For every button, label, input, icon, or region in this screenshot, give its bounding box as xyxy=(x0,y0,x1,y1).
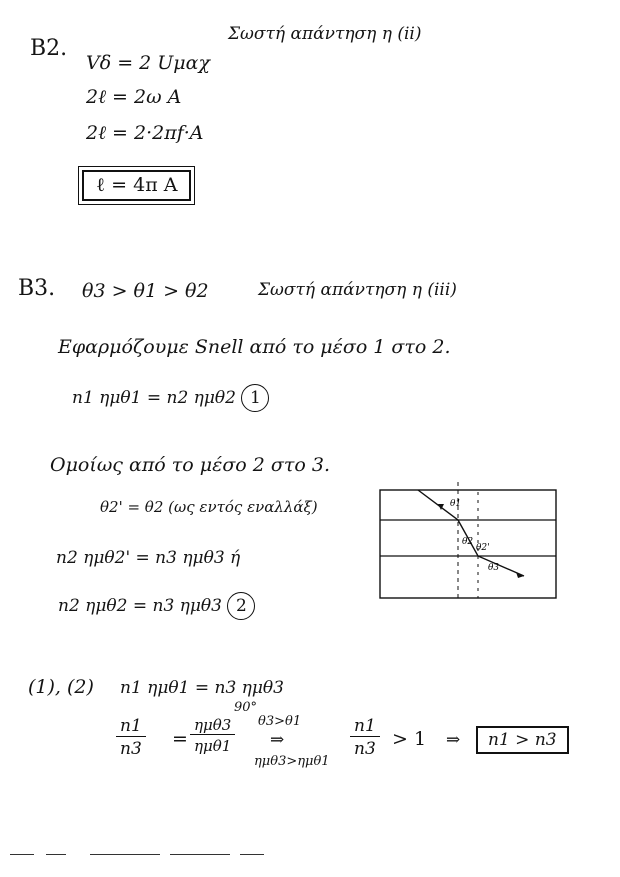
frac3-num: n1 xyxy=(354,716,376,736)
fraction-n1-n3-b xyxy=(350,716,380,759)
b3-equation-1 xyxy=(72,384,269,412)
implies-arrow-2: ⇒ xyxy=(446,730,461,750)
b3-angle-inequality: θ3 > θ1 > θ2 xyxy=(82,280,209,302)
footer-dash-1 xyxy=(10,854,34,855)
eq1-tag-circle: 1 xyxy=(241,384,269,412)
label-theta2p: θ2' xyxy=(476,543,490,553)
fraction-n1-n3 xyxy=(116,716,146,759)
footer-dash-2 xyxy=(46,854,66,855)
b3-equation-2b xyxy=(58,592,255,620)
b3-answer-note: Σωστή απάντηση η (iii) xyxy=(258,280,457,300)
b3-eq2b-text: n2 ημθ2 = n3 ημθ3 xyxy=(58,596,222,616)
frac2-den: ημθ1 xyxy=(190,734,235,755)
label-theta1: θ1 xyxy=(450,499,462,509)
refraction-diagram xyxy=(378,482,560,600)
greater-than-one: > 1 xyxy=(392,728,427,750)
label-theta2: θ2 xyxy=(462,537,474,547)
eq2-tag-circle: 2 xyxy=(227,592,255,620)
footer-dash-3 xyxy=(90,854,160,855)
b3-similarly: Ομοίως από το μέσο 2 στο 3. xyxy=(50,454,330,476)
sin-inequality: ημθ3>ημθ1 xyxy=(254,754,330,769)
b3-eq1-text: n1 ημθ1 = n2 ημθ2 xyxy=(72,388,236,408)
b3-theta-equal: θ2' = θ2 (ως εντός εναλλάξ) xyxy=(100,498,318,516)
implies-arrow: ⇒ xyxy=(270,730,285,750)
footer-dash-4 xyxy=(170,854,230,855)
b2-line-3: 2ℓ = 2·2πf·A xyxy=(86,122,204,144)
b2-label: B2. xyxy=(30,36,68,61)
b3-label: B3. xyxy=(18,276,56,301)
b2-line-2: 2ℓ = 2ω A xyxy=(86,86,182,108)
combine-equation: n1 ημθ1 = n3 ημθ3 xyxy=(120,678,284,698)
b2-result-box: ℓ = 4π A xyxy=(82,170,191,201)
label-theta3: θ3 xyxy=(488,563,500,573)
footer-dash-5 xyxy=(240,854,264,855)
b2-answer-note: Σωστή απάντηση η (ii) xyxy=(228,24,422,44)
frac1-den: n3 xyxy=(116,736,146,759)
theta-condition: θ3>θ1 xyxy=(258,714,302,729)
light-ray xyxy=(418,490,524,576)
conclusion-box: n1 > n3 xyxy=(476,726,569,754)
frac3-den: n3 xyxy=(350,736,380,759)
b3-snell-apply: Εφαρμόζουμε Snell από το μέσο 1 στο 2. xyxy=(58,336,451,358)
b3-equation-2a: n2 ημθ2' = n3 ημθ3 ή xyxy=(56,548,241,568)
frac2-num: ημθ3 xyxy=(194,716,232,734)
ninety-degrees: 90° xyxy=(234,700,258,715)
equals-1: = xyxy=(172,728,188,750)
frac1-num: n1 xyxy=(120,716,142,736)
b2-line-1: Vδ = 2 Uμαχ xyxy=(86,52,210,74)
fraction-sin xyxy=(190,716,235,755)
combine-prefix: (1), (2) xyxy=(28,676,94,698)
